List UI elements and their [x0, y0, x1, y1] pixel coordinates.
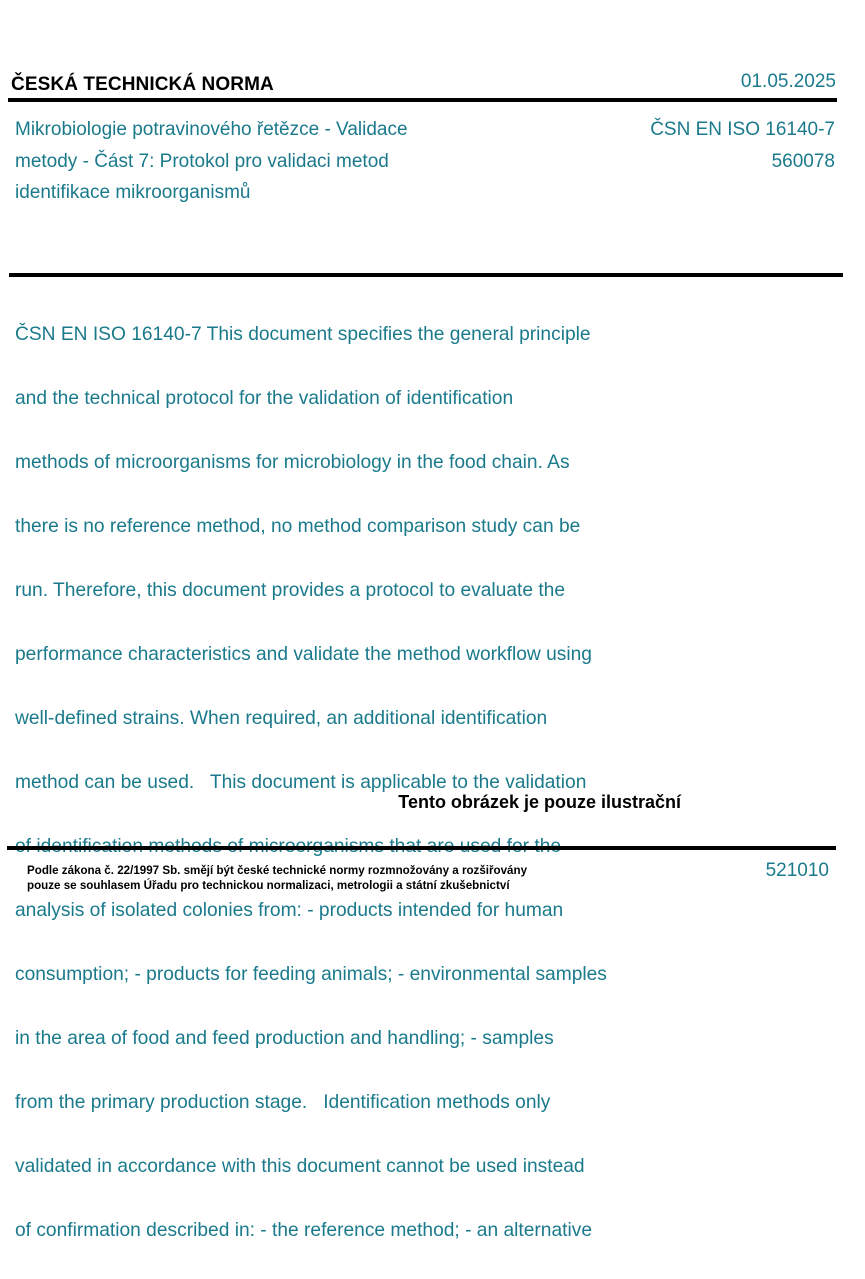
middle-divider	[9, 273, 843, 277]
class-code: 560078	[771, 150, 835, 172]
document-title-line: metody - Část 7: Protokol pro validaci metod	[15, 150, 389, 172]
legal-line: pouze se souhlasem Úřadu pro technickou normalizaci, metrologii a státní zkušebnictví	[27, 879, 510, 892]
document-codes	[650, 114, 835, 177]
document-title-line: Mikrobiologie potravinového řetězce - Validace	[15, 119, 408, 140]
catalog-number: 521010	[765, 860, 829, 881]
abstract-line: and the technical protocol for the validation of identification	[15, 388, 514, 409]
legal-line: Podle zákona č. 22/1997 Sb. smějí být české technické normy rozmnožovány a rozšiřovány	[27, 864, 528, 877]
header-title: ČESKÁ TECHNICKÁ NORMA	[11, 74, 274, 95]
legal-notice	[27, 863, 527, 893]
bottom-divider	[7, 846, 836, 850]
abstract-line: methods of microorganisms for microbiology in the food chain. As	[15, 452, 570, 473]
standard-number: ČSN EN ISO 16140-7	[650, 119, 835, 140]
document-title	[15, 114, 485, 209]
top-divider	[8, 98, 837, 102]
abstract-line: consumption; - products for feeding animals; - environmental samples	[15, 964, 607, 985]
abstract-line: well-defined strains. When required, an additional identification	[15, 708, 548, 729]
abstract-text	[15, 287, 695, 1279]
abstract-line: method can be used. This document is applicable to the validation	[15, 772, 587, 793]
abstract-line: ČSN EN ISO 16140-7 This document specifies the general principle	[15, 324, 591, 345]
abstract-line: in the area of food and feed production and handling; - samples	[15, 1028, 554, 1049]
abstract-line: from the primary production stage. Identification methods only	[15, 1092, 551, 1113]
document-title-line: identifikace mikroorganismů	[15, 182, 251, 203]
abstract-line: analysis of isolated colonies from: - products intended for human	[15, 900, 564, 921]
abstract-line: there is no reference method, no method comparison study can be	[15, 516, 581, 537]
header-date: 01.05.2025	[740, 71, 836, 92]
abstract-line: of confirmation described in: - the reference method; - an alternative	[15, 1220, 592, 1241]
illustration-note: Tento obrázek je pouze ilustrační	[398, 792, 681, 812]
abstract-line: validated in accordance with this document cannot be used instead	[15, 1156, 585, 1177]
abstract-line: run. Therefore, this document provides a protocol to evaluate the	[15, 580, 566, 601]
abstract-line: performance characteristics and validate the method workflow using	[15, 644, 592, 665]
